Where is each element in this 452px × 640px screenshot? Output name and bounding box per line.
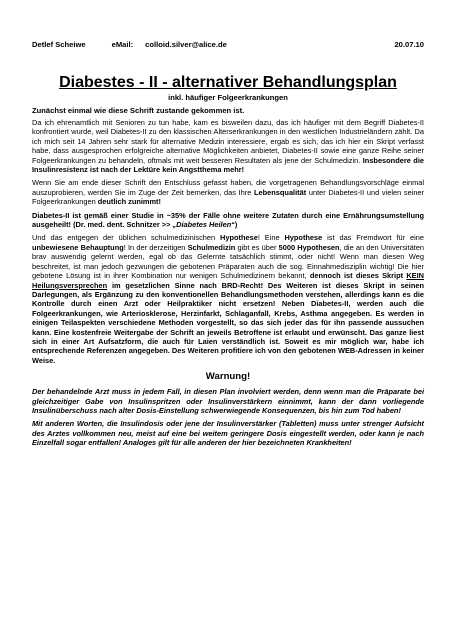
- p2-bold-b: deutlich zunimmt!: [97, 197, 161, 207]
- document-title: Diabestes - II - alternativer Behandlungsplan: [59, 74, 397, 91]
- warning-heading: Warnung!: [205, 371, 251, 383]
- p2-text-b: unter Diabetes-II und vielen seiner Folgeerkrankungen: [32, 187, 425, 207]
- email-label: eMail:: [111, 40, 134, 49]
- p1-bold: Insbesondere die Insulinresistenz ist nach der Lektüre kein Angstthema mehr!: [32, 155, 424, 175]
- document-header: [32, 40, 424, 50]
- p2-text-a: Wenn Sie am ende dieser Schrift den Entschluss gefasst haben, die vorgetragenen Behandlungsvorschläge einmal auszuprobieren, werden Sie im Zuge der Zeit bemerken, das Ihre: [32, 178, 424, 197]
- p4-k: , die an den Universitäten brav auswendig gelernt werden, egal ob das Gelernte tatsächlich stimmt, oder nicht! Wenn man diesen Weg beschreitet, ist man jedoch gezwungen die gebotenen Präparaten auch die sog. Einnahmedisziplin wichtig! Die hier gebotene Lösung ist in ihrer Kombination nur wenigen Schulmedizinern bekannt,: [32, 242, 424, 281]
- p2-bold-a: Lebensqualität: [254, 187, 307, 197]
- p3-book-title: „Diabetes Heilen: [172, 220, 232, 230]
- warning-paragraph-1: Der behandelnde Arzt muss in jedem Fall, in diesen Plan involviert werden, denn wenn man die Präparate bei gleichzeitiger Gabe von Insulinspritzen oder Insulinverstärkern einnimmt, kann der dann vorliegende Insulinüberschuss nach alter Dosis-Einstellung schwerwiegende Konsequenzen, bis hin zum Tod haben!: [32, 387, 424, 415]
- email-address: colloid.silver@alice.de: [145, 40, 227, 49]
- p4-h: Schulmedizin: [187, 242, 236, 252]
- p4-g: ! In der derzeitigen: [123, 242, 188, 252]
- p4-m: KEIN Heilungsversprechen: [32, 271, 424, 290]
- email-block: [112, 40, 227, 50]
- paragraph-study: [32, 211, 424, 230]
- document-page: [32, 40, 424, 452]
- p4-i: gibt es über: [235, 242, 279, 252]
- p4-a: Und das entgegen der üblichen schulmedizinischen: [32, 233, 221, 243]
- p1-text: Da ich ehrenamtlich mit Senioren zu tun habe, kam es bisweilen dazu, das ich häufiger mit dem Begriff Diabetes-II konfrontiert wurde, weil Diabetes-II zu den klassischen Alterserkrankungen in den westlichen Industrieländern zählt. Da ich mich seit 14 Jahren sehr stark für alternative Medizin interessiere, ergab es sich, das ich hier ein Skript verfasst habe, dass ausgesprochen erfolgreiche alternative Möglichkeiten anbietet, Diabetes-II sowie eine ganze Reihe seiner Folgeerkrankungen zu behandeln, oftmals mit weit besseren Resultaten als jene der Schulmedizin.: [32, 118, 424, 165]
- author-name: Detlef Scheiwe: [32, 40, 86, 49]
- paragraph-background: [32, 118, 424, 174]
- p4-l: dennoch ist dieses Skript: [309, 271, 407, 281]
- warning-paragraph-2: Mit anderen Worten, die Insulindosis oder jene der Insulinverstärker (Tabletten) muss unter strenger Aufsicht des Arztes vollkommen neu, meist auf eine bei weitem geringere Dosis eingestellt werden, oder kann je nach Einzelfall sogar entfallen! Analoges gilt für alle anderen der hier bezeichneten Krankheiten!: [32, 419, 424, 448]
- paragraph-hypothesis: [32, 233, 424, 365]
- document-date: 20.07.10: [394, 40, 424, 49]
- document-subtitle: inkl. häufiger Folgeerkrankungen: [168, 93, 288, 102]
- p4-f: unbewiesene Behauptung: [32, 242, 124, 252]
- intro-heading: Zunächst einmal wie diese Schrift zustande gekommen ist.: [32, 106, 245, 115]
- p3-close: “): [231, 220, 238, 230]
- paragraph-quality-of-life: [32, 178, 424, 206]
- p4-b: Hypothese: [220, 233, 258, 243]
- p4-j: 5000 Hypothesen: [278, 242, 340, 252]
- p3-text: Diabetes-II ist gemäß einer Studie in ~35% der Fälle ohne weitere Zutaten durch eine Ernährungsumstellung ausgeheilt! (Dr. med. dent. Schnitzer >>: [32, 210, 424, 230]
- p4-d: Hypothese: [284, 233, 323, 243]
- p4-n: im gesetzlichen Sinne nach BRD-Recht! Des Weiteren ist dieses Skript in seinen Darlegungen, als Ergänzung zu den konventionellen Behandlungsmethoden verstehen, allerdings kann es die Kontrolle durch einen Arzt oder Heilpraktiker nicht ersetzen! Neben Diabetes-II, werden auch die Folgeerkrankungen, wie Arteriosklerose, Herzinfarkt, Schlaganfall, Krebs, Asthma angegeben. Es werden in einigen Teilaspekten verschiedene Methoden vorgestellt, so das sich jeder das für ihn passende aussuchen kann. Eine kostenfreie Weitergabe der Schrift an jeweils Betroffene ist erlaubt und erwünscht. Das ganze liest sich in einer Art Aufsatzform, die auch für Laien verständlich ist. Soweit es mir möglich war, habe ich entsprechende Referenzen angegeben. Des Weiteren profitiere ich von den gebotenen WEB-Adressen in keiner Weise.: [32, 280, 424, 365]
- p4-c: ! Eine: [257, 233, 285, 243]
- p4-e: ist das Fremdwort für eine: [322, 233, 424, 243]
